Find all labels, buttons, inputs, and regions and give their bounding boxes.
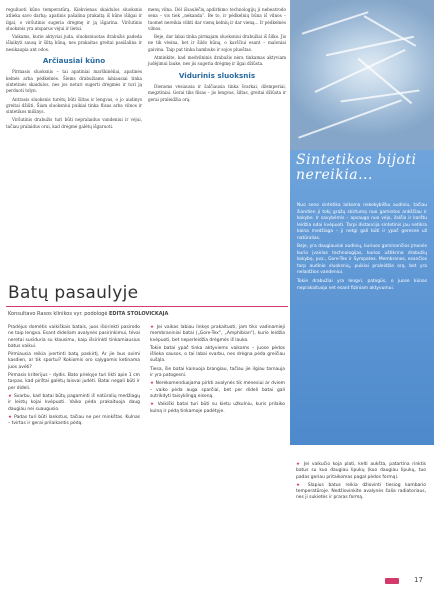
author-prefix: Konsultavo Rasos klinikos vyr. podologė [8, 311, 108, 317]
bullet-star-icon: ★ [150, 325, 157, 330]
article-paragraph: Pradėjus domėtis vaikiškais batais, juos išsirinkti pasirodo ne taip lengva. Esant dideliam avalynės pasirinkimui, tėvai neretai susiduria su klausimu, kaip išsirinkti tinkamiausius batus vaikui. [8, 325, 140, 349]
page-number: 17 [414, 576, 423, 584]
article-paragraph: Beje, dar labai tinka pirmajam sluoksniui drabužiai iš šilko. Jis ne tik vėsina, bet ir šildo kūną, o karščiui esant – maloniai gaivina. Taip pat tinka bambuko ir sojos pluoštas. [148, 34, 286, 52]
article-bottom-column-e [296, 462, 426, 504]
article-paragraph: Beje, yra daugiausiai audinių, kuriuos gaminančios įmonės kuria įvairias technologijas, kurios užtikrina drabužių kokybę, pvz., Gore-Tex ir Sympatex. Membranos, esančios tarp audinio sluoksnių, puikiai praleidžia orą, bet yra nelaidžios vandeniui. [297, 244, 427, 276]
article-paragraph: ★ Svarbu, kad batai būtų pagaminti iš natūralių medžiagų ir leistų kojai kvėpuoti. Vaiko pėda prakaituoja daug daugiau nei suaugusio. [8, 393, 141, 412]
article-subheading: Vidurinis sluoksnis [178, 70, 256, 80]
article-paragraph: ★ Vaikiški batai turi būti su kietu užkulniu, kuris prilaiko kulną ir pėdą tinkamoje padėtyje. [150, 402, 286, 414]
article-paragraph: Tokie batai ypač tinka aktyviems vaikams – juose pėdos išlieka sausos, o tai labai svarbu, nes drėgna pėda greičiau sušąla. [150, 345, 285, 364]
bullet-star-icon: ★ [8, 393, 14, 399]
magazine-logo [385, 578, 399, 584]
article-paragraph: Nuo seno sintetika laikoma nekokybišku audiniu, tačiau šiandien ji tokį gražų skirtumą nuo gamintos ankščiau ir kokybe. Ir savybėmis – apsaugo nuo vėjo, šalčio ir karštu leidžia odai kvėpuoti. Tarpi distancija sintetinis jau netikra kaina medžiaga – ji netgi gali būti ir ypač geresnė už natūralias. [297, 203, 427, 241]
bullet-star-icon: ★ [150, 402, 158, 408]
sidebar-title: Sintetikos bijoti nereikia... [296, 152, 417, 183]
article-paragraph: ★ Jei vaikas labiau linkęs prakaituoti, jam tiks vadinamieji membraniniai batai („Gore-Tex“, „Amphibian“), kurie leidžia kvėpuoti, bet neperleidžia drėgmės iš lauko. [150, 325, 285, 343]
article-top-column-b [148, 7, 286, 105]
bullet-star-icon: ★ [150, 381, 156, 387]
article-paragraph: Pirmiausia reikia įvertinti batų paskirtį. Ar jie bus avimi kasdien, ar tik sportui? Kokiomis oro sąlygomis ketinama juos avėti? [8, 352, 140, 370]
sidebar-box [290, 150, 434, 445]
article-bottom-column-c [8, 325, 140, 429]
author-line [8, 311, 288, 317]
article-paragraph: Antrasis sluoksnis turėtų būti šiltas ir lengvas, o jo audinys greitai džiūti. Šiam sluoksniui puikiai tinka flisas arba vilnos ir sintetikos mišinys. [6, 96, 142, 115]
section-divider [6, 306, 288, 307]
article-paragraph: Pirmasis kriterijus – dydis. Bato priekyje turi likti apie 1 cm tarpas, kad pirštai galėtų laisvai judėti. Batai negali būti ir per dideli. [8, 373, 140, 391]
article-paragraph: Tiesa, šie batai kainuoja brangiau, tačiau jie ilgiau tarnauja ir yra patogesni. [150, 366, 285, 379]
bullet-star-icon: ★ [8, 414, 15, 420]
article-bottom-column-d [150, 325, 285, 417]
article-paragraph: ★ Nerekomenduojama pirkti avalynės tik mėnesiui ar dviem – vaiko pėda auga sparčiai, bet per dideli batai gali sutrikdyti taisyklingą eiseną. [150, 381, 285, 399]
article-paragraph: Viršutinis drabužis turi būti nepralaidus vandeniui ir vėjui, tačiau pralaidus orui, kad drėgmė galėtų išgaruoti. [6, 117, 142, 129]
article-paragraph: menų vilna. Dėl išsaulėčių apdirbimo technologijų ji nebeatrodo sena – vis tiek „nekanda“. Be to, ir pėdkelnių būna iš vilnos – tuomet nereikia vilkti dar vienų kelnių ir dar vieną... Ir pėdkelnės vilnos. [148, 7, 286, 31]
article-paragraph: ★ Slapius batus reikia džiovinti tiesiog kambario temperatūroje. Nedžiovinkite avalynės šalia radiatoriaus, nes ji sukietės ir praras formą. [296, 482, 426, 501]
author-name: EDITA STOLOVICKAJA [109, 311, 169, 317]
article-paragraph: Dienoms vėsiausia ir šalčiausia tinka švarkai, džemperiai, megztiniai. Gerai tiks flisas – jis lengvas, šiltas, greitai džiūsta ir gerai praleidžia orą. [148, 83, 286, 102]
article-paragraph: Atminkite, kad medvilninis drabužis nėra tinkamas aktyviam judėjimui lauke, nes jis sugeria drėgmę ir ilgai džiūsta. [148, 55, 286, 67]
article-top-column-a [6, 7, 142, 132]
bullet-star-icon: ★ [296, 462, 304, 467]
bullet-star-icon: ★ [296, 482, 308, 488]
article-paragraph: Vaikams, kurie aktyviai juda, sluoksniuotas drabužis padeda išlaikyti sausą ir šiltą kūną, nes prakaitas greitai pasišalina ir nesikaupia ant odos. [6, 34, 142, 52]
section-title: Batų pasaulyje [8, 283, 139, 303]
article-subheading: Arčiausiai kūno [42, 56, 106, 66]
article-paragraph: Tokie drabužiai yra lengvi, patogūs, o juose kūnas neprakaituoja net esant fiziniam aktyvumui. [297, 279, 427, 291]
fabric-photo [290, 0, 434, 150]
article-paragraph: ★ Jei vaikučio koja plati, kelti aukšta, patartina rinktis batus su kuo daugiau lipukų (kuo daugiau lipukų, tuo padas geriau pritaikomas pagal pėdos formą). [296, 462, 426, 480]
article-paragraph: Pirmasis sluoksnis – tai apatiniai marškinėliai, apatinės kelnės arba pėdkelnės. Šiems drabužiams labiausiai tinka sintetinės skaidulos, nes jos neturi sugerti drėgmės ir turi ją perduoti tolyn. [6, 69, 142, 94]
article-paragraph: reguliuoti kūno temperatūrą. Kiekvienas skaidulos sluoksnis atlieka savo darbą: apatinis pašalina prakaitą iš kūno išilgai ir ilgai, o viršutinis sugeria drėgmę ir ją išgarina. Viršutinis sluoksnis yra atsparus vėjui ir lietui. [6, 7, 142, 31]
sidebar-text [297, 203, 427, 294]
article-paragraph: ★ Padas turi būti lankstus, tačiau ne per minkštas. Kulnas – tvirtas ir gerai prilaikantis pėdą. [8, 414, 140, 427]
